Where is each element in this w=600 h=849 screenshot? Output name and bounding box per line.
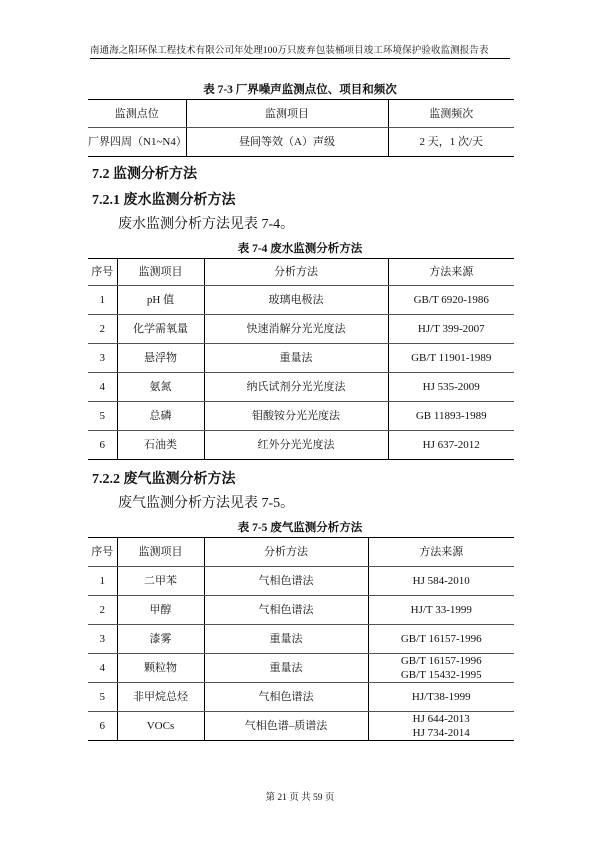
method-source-line: GB/T 16157-1996 xyxy=(400,655,482,667)
table-cell xyxy=(368,712,514,741)
table-cell: HJ/T38-1999 xyxy=(368,683,514,712)
table-cell: pH 值 xyxy=(117,286,204,315)
section-7-2-title: 7.2 监测分析方法 xyxy=(92,167,197,182)
table-header-row xyxy=(88,538,514,567)
table-cell: 气相色谱–质谱法 xyxy=(204,712,368,741)
table-cell: 纳氏试剂分光光度法 xyxy=(204,373,388,402)
table-7-3 xyxy=(88,99,514,157)
table-row xyxy=(88,128,514,157)
table-cell: 厂界四周（N1~N4） xyxy=(88,128,186,157)
table-cell: 气相色谱法 xyxy=(204,596,368,625)
table-row xyxy=(88,344,514,373)
table-cell: 4 xyxy=(88,654,117,683)
table-cell: 重量法 xyxy=(204,625,368,654)
table-header-row xyxy=(88,100,514,128)
table-cell: 红外分光光度法 xyxy=(204,431,388,460)
table-7-4-caption: 表 7-4 废水监测分析方法 xyxy=(237,243,363,255)
table-cell: 化学需氧量 xyxy=(117,315,204,344)
table-cell: VOCs xyxy=(117,712,204,741)
table-row xyxy=(88,286,514,315)
table-cell xyxy=(368,654,514,683)
table-cell: 1 xyxy=(88,567,117,596)
table-cell: 重量法 xyxy=(204,654,368,683)
table-row xyxy=(88,654,514,683)
table-cell: 总磷 xyxy=(117,402,204,431)
table-row xyxy=(88,373,514,402)
table-cell: GB/T 6920-1986 xyxy=(388,286,514,315)
method-source-line: HJ 644-2013 xyxy=(412,713,470,725)
column-header: 方法来源 xyxy=(388,259,514,286)
table-cell: GB 11893-1989 xyxy=(388,402,514,431)
table-header-row xyxy=(88,259,514,286)
table-row xyxy=(88,712,514,741)
method-source-line: HJ 734-2014 xyxy=(412,727,470,739)
table-row xyxy=(88,315,514,344)
table-row xyxy=(88,567,514,596)
table-row xyxy=(88,596,514,625)
table-cell: GB/T 11901-1989 xyxy=(388,344,514,373)
column-header: 监测点位 xyxy=(88,100,186,128)
table-row xyxy=(88,683,514,712)
table-cell: 颗粒物 xyxy=(117,654,204,683)
column-header: 序号 xyxy=(88,259,117,286)
table-row xyxy=(88,402,514,431)
method-source-line: GB/T 15432-1995 xyxy=(400,669,482,681)
table-cell: 玻璃电极法 xyxy=(204,286,388,315)
section-7-2-1-title: 7.2.1 废水监测分析方法 xyxy=(92,193,236,208)
table-cell: 3 xyxy=(88,344,117,373)
column-header: 序号 xyxy=(88,538,117,567)
table-cell: 昼间等效（A）声级 xyxy=(186,128,388,157)
column-header: 监测项目 xyxy=(117,538,204,567)
column-header: 监测频次 xyxy=(388,100,514,128)
table-cell: 2 xyxy=(88,315,117,344)
table-7-4 xyxy=(88,258,514,460)
column-header: 分析方法 xyxy=(204,259,388,286)
table-cell: 石油类 xyxy=(117,431,204,460)
column-header: 分析方法 xyxy=(204,538,368,567)
table-cell: HJ 535-2009 xyxy=(388,373,514,402)
table-cell: 钼酸铵分光光度法 xyxy=(204,402,388,431)
page-header: 南通海之阳环保工程技术有限公司年处理100万只废弃包装桶项目竣工环境保护验收监测报告表 xyxy=(90,42,510,59)
table-cell: 气相色谱法 xyxy=(204,683,368,712)
table-cell: 重量法 xyxy=(204,344,388,373)
table-cell: 甲醇 xyxy=(117,596,204,625)
table-row xyxy=(88,431,514,460)
table-cell: 氨氮 xyxy=(117,373,204,402)
table-cell: 非甲烷总烃 xyxy=(117,683,204,712)
table-cell: 气相色谱法 xyxy=(204,567,368,596)
table-cell: HJ/T 399-2007 xyxy=(388,315,514,344)
table-cell: 4 xyxy=(88,373,117,402)
table-row xyxy=(88,625,514,654)
table-cell: 6 xyxy=(88,712,117,741)
section-7-2-2-title: 7.2.2 废气监测分析方法 xyxy=(92,472,236,487)
table-cell: 悬浮物 xyxy=(117,344,204,373)
section-7-2-2-text: 废气监测分析方法见表 7-5。 xyxy=(118,496,295,511)
table-7-5-caption: 表 7-5 废气监测分析方法 xyxy=(237,522,363,534)
table-cell: GB/T 16157-1996 xyxy=(368,625,514,654)
column-header: 监测项目 xyxy=(117,259,204,286)
table-7-5 xyxy=(88,537,514,741)
table-cell: HJ 637-2012 xyxy=(388,431,514,460)
table-cell: 1 xyxy=(88,286,117,315)
table-cell: HJ/T 33-1999 xyxy=(368,596,514,625)
table-cell: HJ 584-2010 xyxy=(368,567,514,596)
table-cell: 快速消解分光光度法 xyxy=(204,315,388,344)
table-cell: 3 xyxy=(88,625,117,654)
table-cell: 2 xyxy=(88,596,117,625)
table-cell: 6 xyxy=(88,431,117,460)
section-7-2-1-text: 废水监测分析方法见表 7-4。 xyxy=(118,217,295,232)
table-cell: 二甲苯 xyxy=(117,567,204,596)
page-footer: 第 21 页 共 59 页 xyxy=(265,793,335,803)
table-cell: 5 xyxy=(88,402,117,431)
table-cell: 漆雾 xyxy=(117,625,204,654)
table-7-3-caption: 表 7-3 厂界噪声监测点位、项目和频次 xyxy=(203,84,397,96)
table-cell: 2 天，1 次/天 xyxy=(388,128,514,157)
table-cell: 5 xyxy=(88,683,117,712)
column-header: 监测项目 xyxy=(186,100,388,128)
column-header: 方法来源 xyxy=(368,538,514,567)
